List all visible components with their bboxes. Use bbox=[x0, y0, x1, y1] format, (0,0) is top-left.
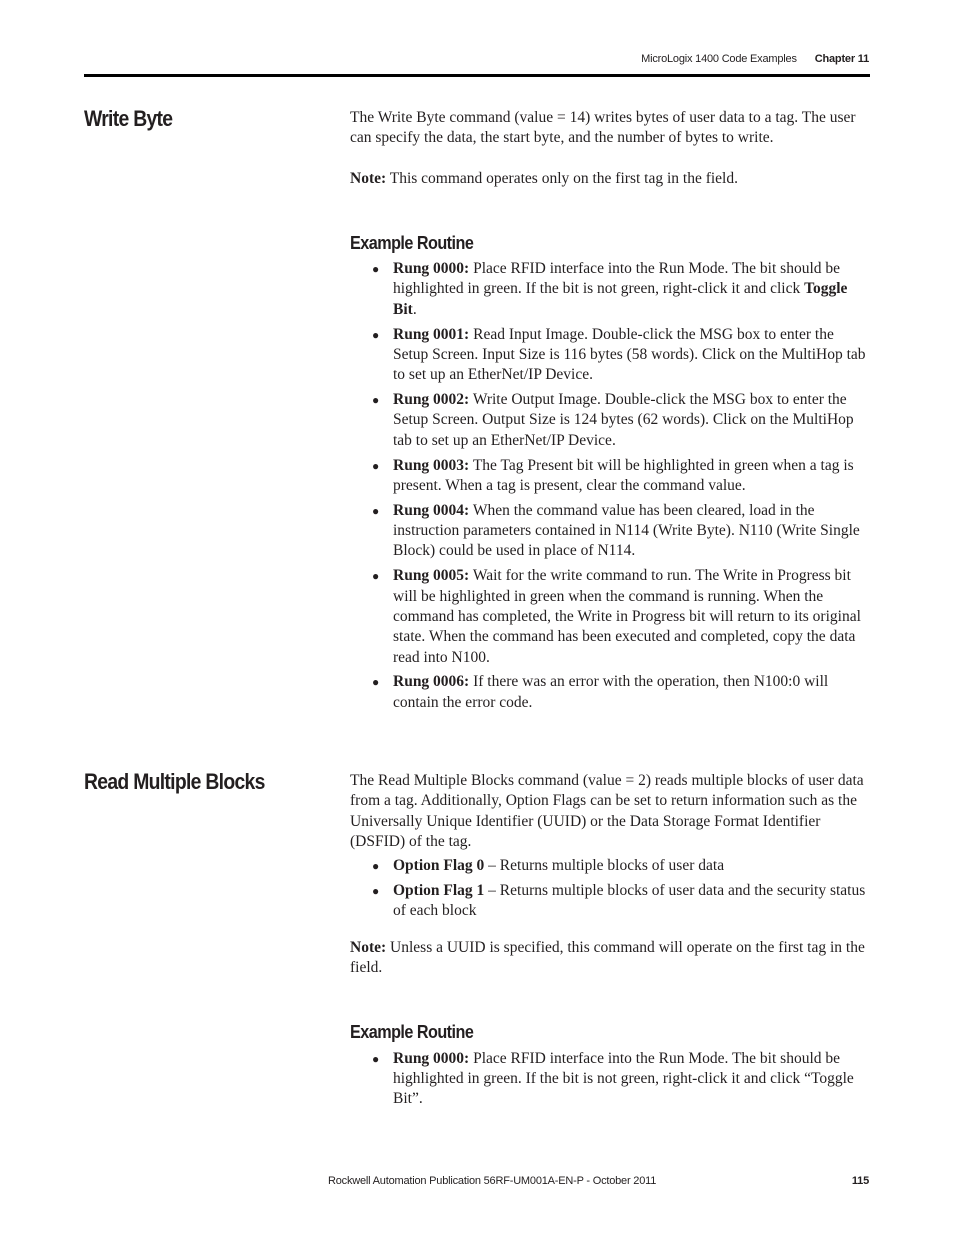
bullet-icon: ● bbox=[372, 1051, 380, 1066]
flag-text: – Returns multiple blocks of user data and the security status of each block bbox=[393, 882, 866, 920]
read-multiple-rung-list bbox=[350, 1049, 870, 1110]
read-multiple-body bbox=[350, 771, 870, 1114]
write-byte-body bbox=[350, 108, 870, 718]
list-item bbox=[350, 881, 870, 922]
option-flag-list bbox=[350, 856, 870, 921]
bullet-icon: ● bbox=[372, 458, 380, 473]
section-title-read-multiple-blocks: Read Multiple Blocks bbox=[84, 769, 265, 794]
rung-bold-text: Toggle Bit bbox=[393, 280, 848, 318]
rung-label: Rung 0001: bbox=[393, 325, 470, 343]
write-byte-rung-list bbox=[350, 259, 870, 713]
bullet-icon: ● bbox=[372, 262, 380, 277]
list-item bbox=[350, 325, 870, 386]
rung-text: Wait for the write command to run. The Write in Progress bit will be highlighted in green when the command is running. When the command has completed, the Write in Progress bit will return to its original state. When the command has been executed and completed, copy the data read into N100. bbox=[393, 567, 861, 666]
write-byte-example-heading: Example Routine bbox=[350, 232, 474, 253]
page-header bbox=[641, 53, 869, 65]
bullet-icon: ● bbox=[372, 327, 380, 342]
rung-label: Rung 0002: bbox=[393, 391, 470, 409]
chapter-label: Chapter 11 bbox=[814, 53, 869, 65]
flag-label: Option Flag 0 bbox=[393, 857, 485, 875]
page-number: 115 bbox=[851, 1175, 869, 1187]
bullet-icon: ● bbox=[372, 675, 380, 690]
read-multiple-intro: The Read Multiple Blocks command (value = 2) reads multiple blocks of user data from a tag. Additionally, Option Flags can be set to return information such as the Universally Unique Identifier (UUID) or the Data Storage Format Identifier (DSFID) of the tag. bbox=[350, 772, 864, 850]
list-item bbox=[350, 672, 870, 713]
bullet-icon: ● bbox=[372, 393, 380, 408]
bullet-icon: ● bbox=[372, 859, 380, 874]
rung-text: When the command value has been cleared, load in the instruction parameters contained in N114 (Write Byte). N110 (Write Single Block) could be used in place of N114. bbox=[393, 501, 860, 560]
write-byte-intro: The Write Byte command (value = 14) writes bytes of user data to a tag. The user can specify the data, the start byte, and the number of bytes to write. bbox=[350, 109, 856, 147]
list-item bbox=[350, 456, 870, 497]
rung-label: Rung 0003: bbox=[393, 456, 470, 474]
rung-text: If there was an error with the operation, then N100:0 will contain the error code. bbox=[393, 673, 829, 711]
note-text: Unless a UUID is specified, this command will operate on the first tag in the field. bbox=[350, 938, 865, 976]
list-item bbox=[350, 390, 870, 451]
rung-label: Rung 0004: bbox=[393, 501, 470, 519]
bullet-icon: ● bbox=[372, 569, 380, 584]
write-byte-note bbox=[350, 169, 870, 189]
rung-label: Rung 0000: bbox=[393, 260, 470, 278]
flag-text: – Returns multiple blocks of user data bbox=[484, 857, 725, 875]
rung-label: Rung 0005: bbox=[393, 567, 470, 585]
publication-info: Rockwell Automation Publication 56RF-UM001A-EN-P - October 2011 bbox=[328, 1175, 657, 1187]
note-text: This command operates only on the first tag in the field. bbox=[386, 169, 738, 187]
rung-label: Rung 0000: bbox=[393, 1049, 470, 1067]
rung-tail: . bbox=[412, 300, 417, 318]
running-title: MicroLogix 1400 Code Examples bbox=[641, 53, 797, 65]
list-item bbox=[350, 856, 870, 876]
rung-text: Read Input Image. Double-click the MSG box to enter the Setup Screen. Input Size is 116 bytes (58 words). Click on the MultiHop tab to set up an EtherNet/IP Device. bbox=[393, 325, 866, 384]
note-label: Note: bbox=[350, 169, 387, 187]
list-item bbox=[350, 566, 870, 667]
rung-text: The Tag Present bit will be highlighted in green when a tag is present. When a tag is present, clear the command value. bbox=[393, 456, 854, 494]
flag-label: Option Flag 1 bbox=[393, 882, 485, 900]
list-item bbox=[350, 1049, 870, 1110]
read-multiple-example-heading: Example Routine bbox=[350, 1022, 474, 1043]
rung-text: Place RFID interface into the Run Mode. The bit should be highlighted in green. If the bit is not green, right-click it and click “Toggle Bit”. bbox=[393, 1049, 854, 1108]
rung-text: Write Output Image. Double-click the MSG box to enter the Setup Screen. Output Size is 124 bytes (62 words). Click on the MultiHop tab to set up an EtherNet/IP Device. bbox=[393, 391, 854, 449]
header-rule bbox=[84, 74, 870, 77]
note-label: Note: bbox=[350, 938, 387, 956]
bullet-icon: ● bbox=[372, 503, 380, 518]
read-multiple-note bbox=[350, 938, 870, 979]
list-item bbox=[350, 501, 870, 562]
list-item bbox=[350, 259, 870, 320]
rung-text: Place RFID interface into the Run Mode. The bit should be highlighted in green. If the bit is not green, right-click it and click bbox=[393, 260, 841, 298]
rung-label: Rung 0006: bbox=[393, 673, 470, 691]
bullet-icon: ● bbox=[372, 884, 380, 899]
section-title-write-byte: Write Byte bbox=[84, 106, 173, 131]
